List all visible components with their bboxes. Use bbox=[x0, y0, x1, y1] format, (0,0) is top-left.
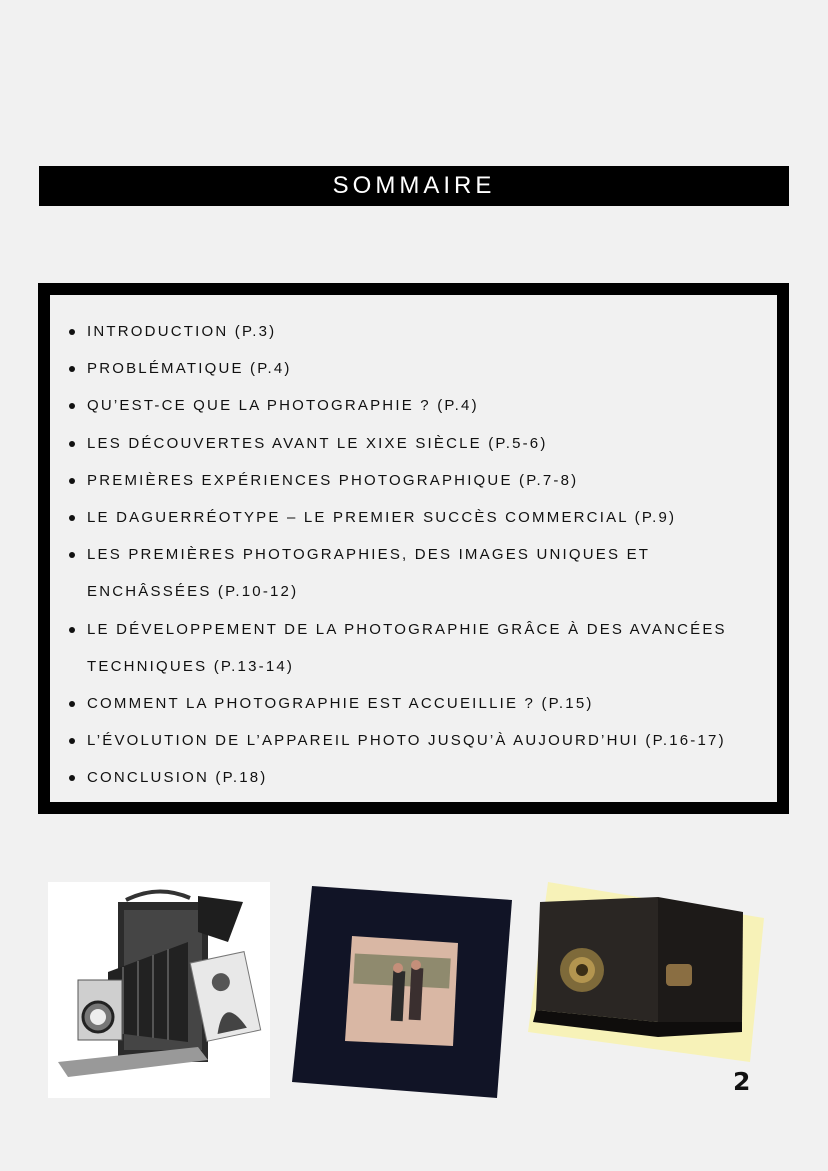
bullet-icon bbox=[69, 701, 75, 707]
bullet-icon bbox=[69, 552, 75, 558]
toc-frame bbox=[38, 283, 789, 814]
toc-item bbox=[62, 722, 771, 759]
bullet-icon bbox=[69, 403, 75, 409]
page-number: 2 bbox=[733, 1067, 751, 1096]
bullet-icon bbox=[69, 515, 75, 521]
toc-item-text: ENCHÂSSÉES (P.10-12) bbox=[87, 583, 299, 601]
toc-item bbox=[62, 759, 771, 796]
bullet-icon bbox=[69, 627, 75, 633]
page-title: SOMMAIRE bbox=[332, 172, 496, 199]
toc-item bbox=[62, 685, 771, 722]
box-camera-photo bbox=[528, 882, 764, 1062]
bullet-icon bbox=[69, 738, 75, 744]
toc-panel bbox=[50, 295, 777, 802]
toc-item-text: LES PREMIÈRES PHOTOGRAPHIES, DES IMAGES UNIQUES ET bbox=[87, 546, 651, 564]
bullet-icon bbox=[69, 329, 75, 335]
toc-item-text: LE DAGUERRÉOTYPE – LE PREMIER SUCCÈS COMMERCIAL (P.9) bbox=[87, 509, 677, 527]
bullet-icon bbox=[69, 441, 75, 447]
toc-item-text: QU’EST-CE QUE LA PHOTOGRAPHIE ? (P.4) bbox=[87, 397, 479, 415]
toc-item-text: LE DÉVELOPPEMENT DE LA PHOTOGRAPHIE GRÂCE À DES AVANCÉES bbox=[87, 620, 727, 638]
toc-item-text: L’ÉVOLUTION DE L’APPAREIL PHOTO JUSQU’À AUJOURD’HUI (P.16-17) bbox=[87, 732, 726, 750]
toc-item-text: LES DÉCOUVERTES AVANT LE XIXE SIÈCLE (P.5-6) bbox=[87, 434, 548, 452]
toc-item-text: INTRODUCTION (P.3) bbox=[87, 323, 277, 340]
title-bar bbox=[39, 166, 789, 206]
toc-item bbox=[62, 350, 771, 387]
toc-item bbox=[62, 387, 771, 424]
toc-item-text: PROBLÉMATIQUE (P.4) bbox=[87, 360, 292, 378]
toc-item-text: TECHNIQUES (P.13-14) bbox=[87, 657, 295, 675]
toc-item bbox=[62, 499, 771, 536]
toc-item-text: PREMIÈRES EXPÉRIENCES PHOTOGRAPHIQUE (P.7-8) bbox=[87, 471, 579, 489]
toc-item bbox=[62, 462, 771, 499]
toc-item bbox=[62, 611, 771, 685]
bullet-icon bbox=[69, 478, 75, 484]
toc-item-text: CONCLUSION (P.18) bbox=[87, 769, 268, 787]
toc-item bbox=[62, 536, 771, 610]
photo-slide bbox=[292, 886, 514, 1098]
toc-item bbox=[62, 313, 771, 350]
bullet-icon bbox=[69, 775, 75, 781]
bullet-icon bbox=[69, 366, 75, 372]
toc-item-text: COMMENT LA PHOTOGRAPHIE EST ACCUEILLIE ? (P.15) bbox=[87, 695, 594, 713]
toc-item bbox=[62, 425, 771, 462]
toc-list bbox=[62, 313, 771, 797]
folding-camera-photo bbox=[48, 882, 270, 1098]
